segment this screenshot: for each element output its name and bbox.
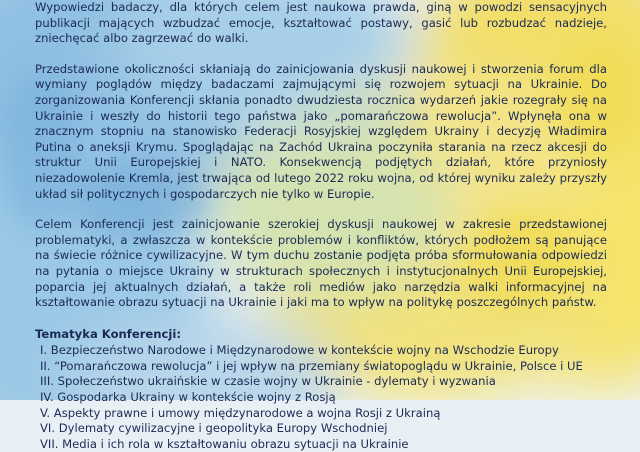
topic-item: VI. Dylematy cywilizacyjne i geopolityka Europy Wschodniej (40, 421, 388, 436)
topic-item: VII. Media i ich rola w kształtowaniu obrazu sytuacji na Ukrainie (40, 436, 409, 451)
goal-paragraph: Celem Konferencji jest zainicjowanie szerokiej dyskusji naukowej w zakresie przedstawionej problematyki, a zwłaszcza w kontekście problemów i konfliktów, których podłożem są panujące na świecie różnice cywilizacyjne. W tym duchu zostanie podjęta próba sformułowania odpowiedzi na pytania o miejsce Ukrainy w strukturach społecznych i instytucjonalnych Unii Europejskiej, poparcia jej aktualnych działań, a także roli mediów jako narzędzia walki informacyjnej na kształtowanie obrazu sytuacji na Ukrainie i jaki ma to wpływ na politykę poszczególnych państw. (35, 217, 607, 310)
topics-heading: Tematyka Konferencji: (35, 326, 182, 341)
topics-list (35, 343, 607, 452)
document-body (35, 0, 607, 452)
topic-item: II. “Pomarańczowa rewolucja” i jej wpływ na przemiany światopoglądu w Ukrainie, Polsce i UE (40, 358, 583, 373)
intro-paragraph: Wypowiedzi badaczy, dla których celem jest naukowa prawda, giną w powodzi sensacyjnych publikacji mających wzbudzać emocje, kształtować postawy, gasić lub rozbudzać nadzieje, zniechęcać albo zagrzewać do walki. (35, 0, 607, 46)
topic-item: III. Społeczeństwo ukraińskie w czasie wojny w Ukrainie - dylematy i wyzwania (40, 374, 496, 389)
topic-item: I. Bezpieczeństwo Narodowe i Międzynarodowe w kontekście wojny na Wschodzie Europy (40, 343, 559, 358)
topic-item: V. Aspekty prawne i umowy międzynarodowe a wojna Rosji z Ukrainą (40, 405, 441, 420)
context-paragraph: Przedstawione okoliczności skłaniają do zainicjowania dyskusji naukowej i stworzenia forum dla wymiany poglądów między badaczami zajmującymi się rozwojem sytuacji na Ukrainie. Do zorganizowania Konferencji skłania ponadto dwudziesta rocznica wydarzeń jakie rozegrały się na Ukrainie i weszły do historii tego państwa jako „pomarańczowa rewolucja”. Wpłynęła ona w znacznym stopniu na stanowisko Federacji Rosyjskiej względem Ukrainy i decyzję Władimira Putina o aneksji Krymu. Spoglądając na Zachód Ukraina poczyniła starania na rzecz akcesji do struktur Unii Europejskiej i NATO. Konsekwencją podjętych działań, które przyniosły niezadowolenie Kremla, jest trwająca od lutego 2022 roku wojna, od której wyniku zależy przyszły układ sił politycznych i gospodarczych nie tylko w Europie. (35, 61, 607, 201)
topic-item: IV. Gospodarka Ukrainy w kontekście wojny z Rosją (40, 390, 336, 405)
